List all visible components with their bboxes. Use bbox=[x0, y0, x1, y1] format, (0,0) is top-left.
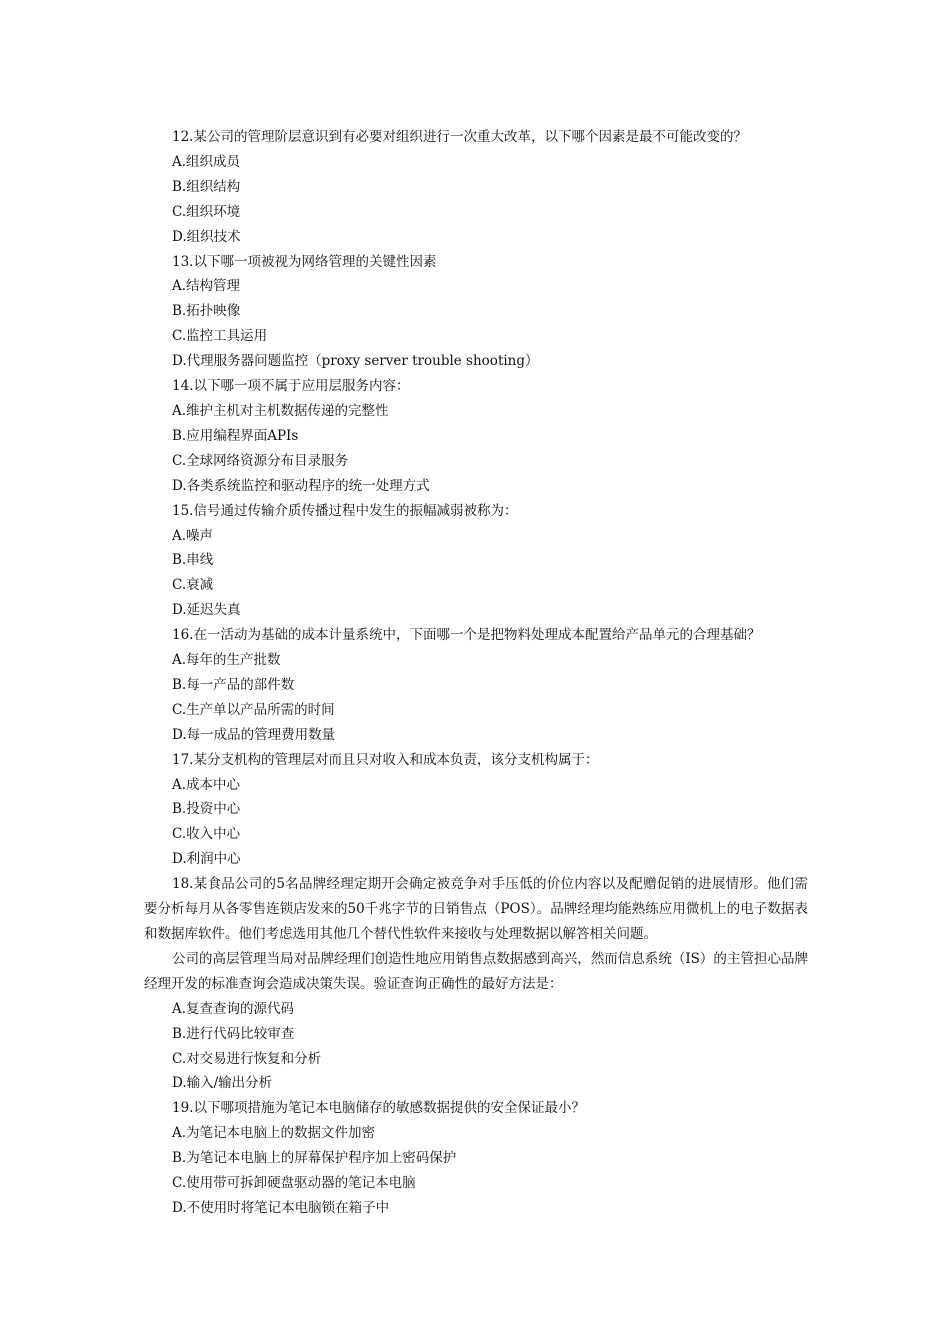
question-17-option-c: C.收入中心 bbox=[172, 826, 241, 843]
question-14-option-b: B.应用编程界面APIs bbox=[172, 427, 299, 444]
question-13-option-c: C.监控工具运用 bbox=[172, 328, 268, 345]
question-15-option-d: D.延迟失真 bbox=[172, 602, 241, 619]
question-19-stem: 19.以下哪项措施为笔记本电脑储存的敏感数据提供的安全保证最小？ bbox=[172, 1100, 585, 1117]
question-19-option-c: C.使用带可拆卸硬盘驱动器的笔记本电脑 bbox=[172, 1175, 416, 1192]
question-18-option-d: D.输入/输出分析 bbox=[172, 1075, 273, 1092]
question-14-option-c: C.全球网络资源分布目录服务 bbox=[172, 452, 349, 469]
question-19-option-d: D.不使用时将笔记本电脑锁在箱子中 bbox=[172, 1199, 390, 1216]
question-18-option-b: B.进行代码比较审查 bbox=[172, 1025, 295, 1042]
question-13-option-b: B.拓扑映像 bbox=[172, 303, 241, 320]
question-16-option-b: B.每一产品的部件数 bbox=[172, 676, 295, 693]
question-17-option-d: D.利润中心 bbox=[172, 851, 241, 868]
question-19-option-b: B.为笔记本电脑上的屏幕保护程序加上密码保护 bbox=[172, 1150, 457, 1167]
question-18-paragraph-2: 公司的高层管理当局对品牌经理们创造性地应用销售点数据感到高兴，然而信息系统（IS）的主管担心品牌经理开发的标准查询会造成决策失误。验证查询正确性的最好方法是： bbox=[144, 950, 808, 992]
question-17-option-a: A.成本中心 bbox=[172, 776, 241, 793]
question-16-option-d: D.每一成品的管理费用数量 bbox=[172, 726, 336, 743]
question-14-option-d: D.各类系统监控和驱动程序的统一处理方式 bbox=[172, 477, 430, 494]
question-17-stem: 17.某分支机构的管理层对而且只对收入和成本负责，该分支机构属于： bbox=[172, 751, 599, 768]
question-13-option-a: A.结构管理 bbox=[172, 278, 241, 295]
question-17-option-b: B.投资中心 bbox=[172, 801, 241, 818]
question-15-option-a: A.噪声 bbox=[172, 527, 214, 544]
question-12-option-c: C.组织环境 bbox=[172, 203, 241, 220]
question-13-option-d: D.代理服务器问题监控（proxy server trouble shooting） bbox=[172, 353, 539, 370]
question-15-option-b: B.串线 bbox=[172, 552, 214, 569]
question-18-paragraph-1: 18.某食品公司的5名品牌经理定期开会确定被竞争对手压低的价位内容以及配赠促销的进展情形。他们需要分析每月从各零售连锁店发来的50千兆字节的日销售点（POS）。品牌经理均能熟练应用微机上的电子数据表和数据库软件。他们考虑选用其他几个替代性软件来接收与处理数据以解答相关问题。 bbox=[144, 876, 808, 942]
question-16-stem: 16.在一活动为基础的成本计量系统中，下面哪一个是把物料处理成本配置给产品单元的合理基础？ bbox=[172, 627, 761, 644]
question-12-stem: 12.某公司的管理阶层意识到有必要对组织进行一次重大改革，以下哪个因素是最不可能改变的？ bbox=[172, 129, 747, 145]
question-16-option-c: C.生产单以产品所需的时间 bbox=[172, 701, 335, 718]
question-15-stem: 15.信号通过传输介质传播过程中发生的振幅减弱被称为： bbox=[172, 502, 518, 519]
question-list bbox=[144, 125, 808, 1221]
question-12-option-a: A.组织成员 bbox=[172, 153, 241, 170]
question-19-option-a: A.为笔记本电脑上的数据文件加密 bbox=[172, 1125, 376, 1142]
question-14-stem: 14.以下哪一项不属于应用层服务内容： bbox=[172, 378, 410, 395]
question-12-option-d: D.组织技术 bbox=[172, 228, 241, 245]
question-15-option-c: C.衰减 bbox=[172, 577, 214, 594]
question-12-option-b: B.组织结构 bbox=[172, 178, 241, 195]
question-18-option-c: C.对交易进行恢复和分析 bbox=[172, 1050, 322, 1067]
question-14-option-a: A.维护主机对主机数据传递的完整性 bbox=[172, 402, 389, 419]
question-18-option-a: A.复查查询的源代码 bbox=[172, 1000, 295, 1017]
question-16-option-a: A.每年的生产批数 bbox=[172, 652, 281, 669]
question-13-stem: 13.以下哪一项被视为网络管理的关键性因素 bbox=[172, 253, 437, 270]
